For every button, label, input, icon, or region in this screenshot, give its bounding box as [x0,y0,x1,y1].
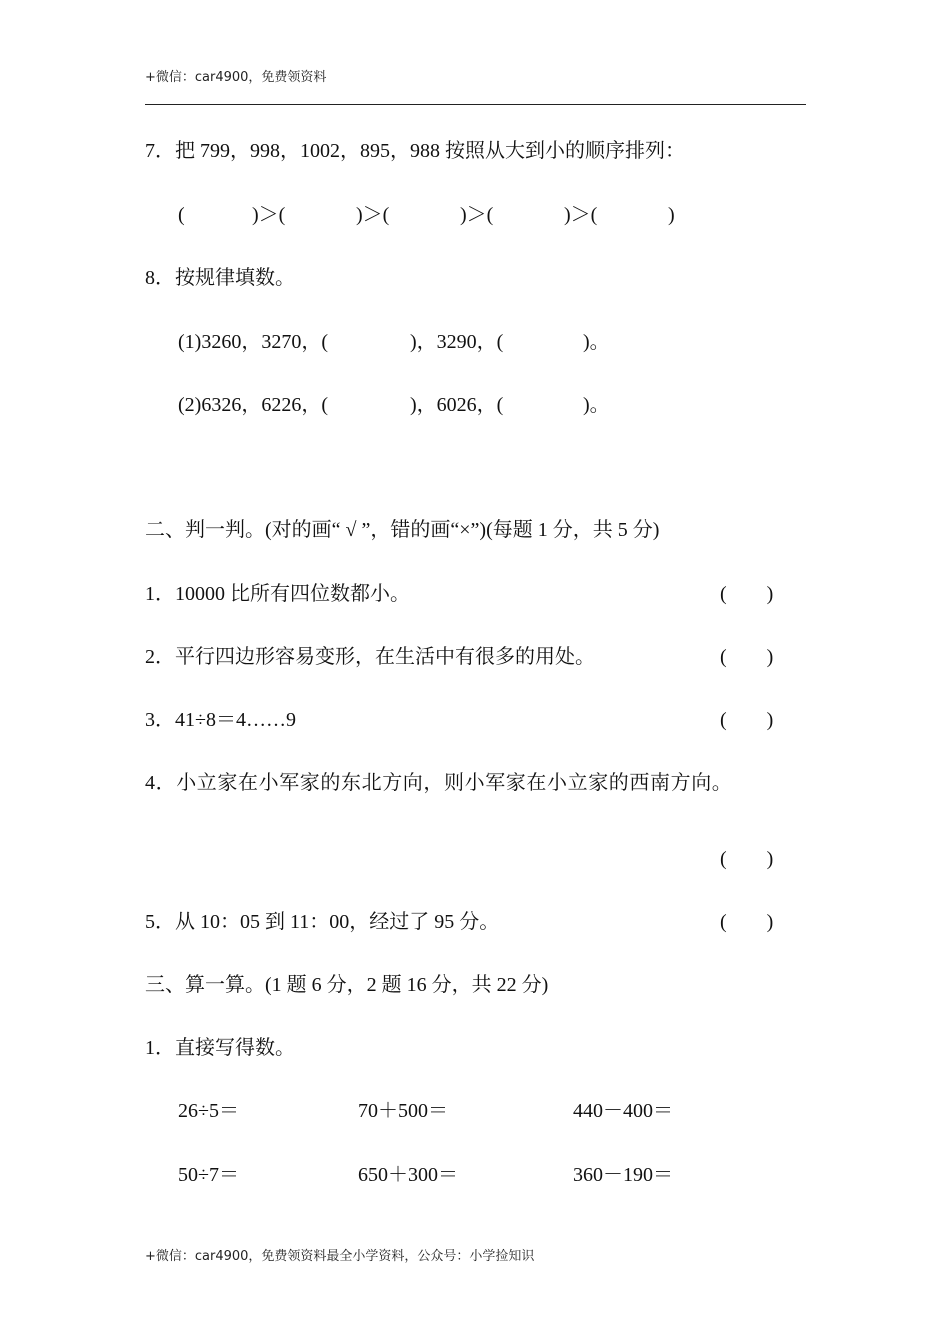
q8-item-1-mid: )，3290，( [410,331,504,353]
q8-item-2-start: (2)6326，6226，( [178,394,328,416]
header-divider [145,104,806,105]
q7-question: 7．把 799，998，1002，895，988 按照从大到小的顺序排列： [145,140,685,162]
judge-item-2-bracket: ( ) [720,646,774,668]
q8-question: 8．按规律填数。 [145,267,295,289]
calc-r1-c2: 70＋500＝ [358,1100,448,1122]
judge-item-5: 5．从 10：05 到 11：00，经过了 95 分。 [145,911,500,933]
q8-item-1-start: (1)3260，3270，( [178,331,328,353]
q7-blank-sep-3: )＞( [460,204,494,226]
section2-title: 二、判一判。(对的画“ √ ”，错的画“×”)(每题 1 分，共 5 分) [145,519,660,541]
q7-blank-sep-4: )＞( [564,204,598,226]
calc-r1-c3: 440－400＝ [573,1100,673,1122]
q8-item-2-end: )。 [583,394,610,416]
judge-item-4: 4．小立家在小军家的东北方向，则小军家在小立家的西南方向。 [145,772,733,794]
judge-item-2: 2．平行四边形容易变形，在生活中有很多的用处。 [145,646,595,668]
section3-sub1: 1．直接写得数。 [145,1037,295,1059]
judge-item-3-bracket: ( ) [720,709,774,731]
q7-blank-sep-2: )＞( [356,204,390,226]
q7-blank-close: ) [668,204,675,226]
section3-title: 三、算一算。(1 题 6 分，2 题 16 分，共 22 分) [145,974,549,996]
page-header-text: +微信：car4900，免费领资料 [145,70,327,85]
calc-r1-c1: 26÷5＝ [178,1100,239,1122]
q7-blank-open: ( [178,204,185,226]
judge-item-4-bracket: ( ) [720,848,774,870]
judge-item-3: 3．41÷8＝4……9 [145,709,296,731]
q7-blank-sep-1: )＞( [252,204,286,226]
judge-item-5-bracket: ( ) [720,911,774,933]
q8-item-1-end: )。 [583,331,610,353]
judge-item-1-bracket: ( ) [720,583,774,605]
calc-r2-c3: 360－190＝ [573,1164,673,1186]
calc-r2-c1: 50÷7＝ [178,1164,239,1186]
calc-r2-c2: 650＋300＝ [358,1164,458,1186]
page-footer-text: +微信：car4900，免费领资料最全小学资料，公众号：小学捡知识 [145,1249,535,1264]
judge-item-1: 1．10000 比所有四位数都小。 [145,583,410,605]
q8-item-2-mid: )，6026，( [410,394,504,416]
